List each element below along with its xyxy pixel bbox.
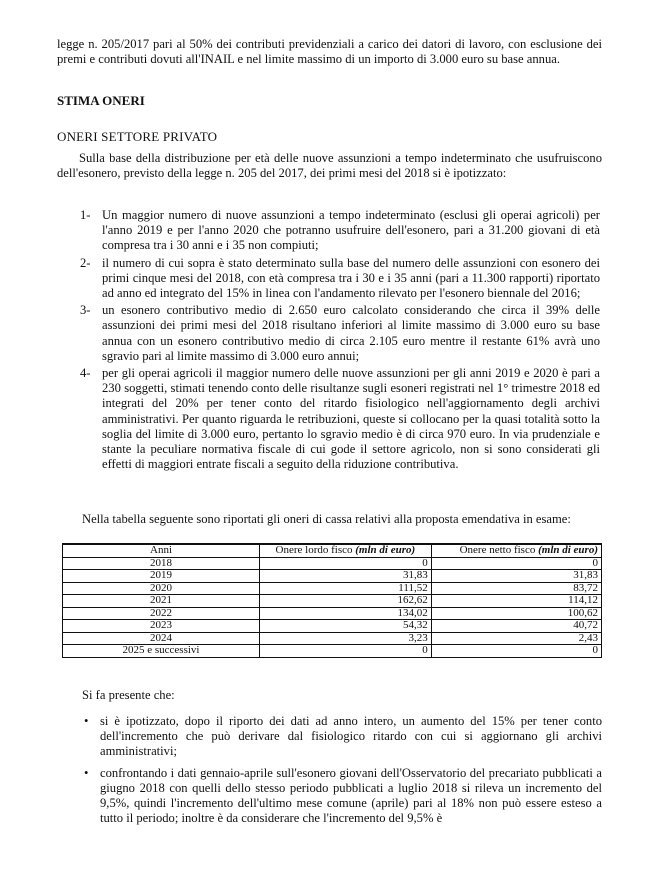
list-item bbox=[84, 714, 602, 760]
cell-year: 2019 bbox=[63, 570, 260, 583]
header-gross: Onere lordo fisco (mln di euro) bbox=[260, 544, 432, 557]
note-intro: Si fa presente che: bbox=[82, 688, 175, 702]
table-row bbox=[63, 582, 602, 595]
table-row bbox=[63, 570, 602, 583]
header-years: Anni bbox=[63, 544, 260, 557]
cell-year: 2018 bbox=[63, 557, 260, 570]
list-item-text: confrontando i dati gennaio-aprile sull'esonero giovani dell'Osservatorio del precariato pubblicati a giugno 2018 con quelli dello stesso periodo pubblicati a luglio 2018 si rileva un incremento del 9,5%, quindi l'incremento dell'ultimo mese comune (aprile) pari al 18% non può essere esteso a tutto il periodo; inoltre è da considerare che l'incremento del 9,5% è bbox=[100, 765, 602, 826]
cell-gross: 134,02 bbox=[260, 607, 432, 620]
table-row bbox=[63, 632, 602, 645]
cell-year: 2023 bbox=[63, 620, 260, 633]
cell-net: 31,83 bbox=[431, 570, 601, 583]
list-item-number: 3- bbox=[80, 303, 91, 318]
cell-year: 2020 bbox=[63, 582, 260, 595]
list-item bbox=[84, 766, 602, 827]
cell-year: 2025 e successivi bbox=[63, 645, 260, 658]
numbered-list bbox=[80, 208, 600, 472]
list-item-number: 2- bbox=[80, 255, 91, 270]
list-item bbox=[80, 256, 600, 302]
bullet-icon: • bbox=[84, 765, 89, 780]
cell-net: 83,72 bbox=[431, 582, 601, 595]
table-header-row bbox=[63, 544, 602, 557]
list-item-text: un esonero contributivo medio di 2.650 euro calcolato considerando che circa il 39% delle assunzioni dei primi mesi del 2018 risultano inferiori al limite massimo di 3.000 euro su base annua con un esonero contributivo medio di circa 2.105 euro mentre il restante 61% avrà uno sgravio pari al limite massimo di 3.000 euro annui; bbox=[102, 303, 600, 363]
table-row bbox=[63, 595, 602, 608]
cell-gross: 31,83 bbox=[260, 570, 432, 583]
table-row bbox=[63, 557, 602, 570]
cell-year: 2022 bbox=[63, 607, 260, 620]
section-heading: STIMA ONERI bbox=[57, 93, 145, 108]
cell-gross: 111,52 bbox=[260, 582, 432, 595]
costs-table bbox=[62, 543, 602, 658]
cell-net: 40,72 bbox=[431, 620, 601, 633]
cell-net: 0 bbox=[431, 557, 601, 570]
list-item bbox=[80, 366, 600, 472]
cell-net: 100,62 bbox=[431, 607, 601, 620]
body-paragraph: Sulla base della distribuzione per età delle nuove assunzioni a tempo indeterminato che usufruiscono dell'esonero, previsto della legge n. 205 del 2017, dei primi mesi del 2018 si è ipotizzato: bbox=[57, 151, 602, 181]
list-item bbox=[80, 208, 600, 254]
cell-net: 0 bbox=[431, 645, 601, 658]
bullet-list bbox=[84, 714, 602, 826]
list-item-text: si è ipotizzato, dopo il riporto dei dati ad anno intero, un aumento del 15% per tener conto dell'incremento che può derivare dal fisiologico ritardo con cui si aggiornano gli archivi amministrativi; bbox=[100, 714, 602, 759]
intro-paragraph: legge n. 205/2017 pari al 50% dei contributi previdenziali a carico dei datori di lavoro, con esclusione dei premi e contributi dovuti all'INAIL e nel limite massimo di un importo di 3.000 euro su base annua. bbox=[57, 37, 602, 67]
list-item bbox=[80, 303, 600, 364]
list-item-number: 4- bbox=[80, 366, 91, 381]
table-row bbox=[63, 645, 602, 658]
cell-net: 114,12 bbox=[431, 595, 601, 608]
bullet-icon: • bbox=[84, 714, 89, 728]
cell-gross: 162,62 bbox=[260, 595, 432, 608]
table-row bbox=[63, 620, 602, 633]
list-item-text: Un maggior numero di nuove assunzioni a tempo indeterminato (esclusi gli operai agricoli) per l'anno 2019 e per l'anno 2020 che potranno usufruire dell'esonero, pari a 31.200 giovani di età compresa tra i 30 anni e i 35 non compiuti; bbox=[102, 208, 600, 253]
list-item-text: il numero di cui sopra è stato determinato sulla base del numero delle assunzioni con esonero dei primi cinque mesi del 2018, con età compresa tra i 30 e i 35 anni (pari a 11.300 rapporti) riportato ad anno ed integrato del 15% in linea con l'andamento rilevato per l'esonero biennale del 2016; bbox=[102, 255, 600, 301]
cell-gross: 0 bbox=[260, 645, 432, 658]
cell-net: 2,43 bbox=[431, 632, 601, 645]
cell-gross: 54,32 bbox=[260, 620, 432, 633]
table-row bbox=[63, 607, 602, 620]
table-caption: Nella tabella seguente sono riportati gli oneri di cassa relativi alla proposta emendativa in esame: bbox=[82, 512, 571, 526]
cell-year: 2024 bbox=[63, 632, 260, 645]
cell-gross: 3,23 bbox=[260, 632, 432, 645]
list-item-number: 1- bbox=[80, 208, 91, 222]
cell-gross: 0 bbox=[260, 557, 432, 570]
cell-year: 2021 bbox=[63, 595, 260, 608]
list-item-text: per gli operai agricoli il maggior numero delle nuove assunzioni per gli anni 2019 e 2020 è pari a 230 soggetti, stimati tenendo conto delle risultanze sugli esoneri registrati nel 1° trimestre 2018 ed integrati del 20% per tener conto del ritardo fisiologico nell'aggiornamento degli archivi amministrativi. Per quanto riguarda le retribuzioni, queste si collocano per la quasi totalità sotto la soglia del limite di 3.000 euro, pertanto lo sgravio medio è di circa 970 euro. In via prudenziale e stante la peculiare normativa fiscale di cui gode il settore agricolo, non si sono considerati gli effetti di maggiori entrate fiscali a seguito della riduzione contributiva. bbox=[102, 366, 600, 472]
header-net: Onere netto fisco (mln di euro) bbox=[431, 544, 601, 557]
subsection-heading: ONERI SETTORE PRIVATO bbox=[57, 129, 218, 144]
